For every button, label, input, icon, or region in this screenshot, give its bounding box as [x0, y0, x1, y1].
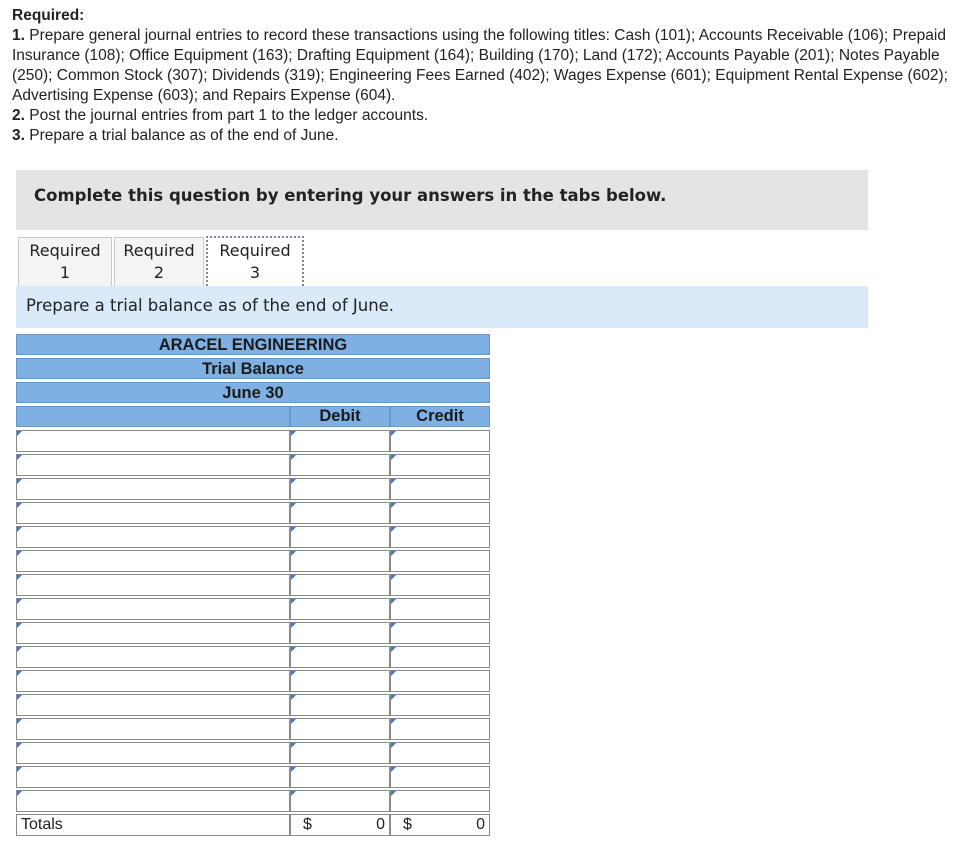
- account-input-cell: [16, 790, 290, 812]
- account-input[interactable]: [17, 695, 289, 715]
- statement-title: Trial Balance: [16, 358, 490, 379]
- credit-input-cell: [390, 742, 490, 764]
- banner-text: Complete this question by entering your answers in the tabs below.: [34, 186, 667, 205]
- credit-input[interactable]: [391, 743, 489, 763]
- credit-input[interactable]: [391, 479, 489, 499]
- instructions-banner: [16, 170, 868, 230]
- statement-date: June 30: [16, 382, 490, 403]
- credit-input-cell: [390, 790, 490, 812]
- requirement-1: 1. Prepare general journal entries to record these transactions using the following titles: Cash (101); Accounts Receivable (106); Prepaid Insurance (108); Office Equipment (163); Drafting Equipment (164); Building (170); Land (172); Accounts Payable (201); Notes Payable (250); Common Stock (307); Dividends (319); Engineering Fees Earned (402); Wages Expense (601); Equipment Rental Expense (602); Advertising Expense (603); and Repairs Expense (604).: [12, 27, 948, 104]
- credit-input-cell: [390, 430, 490, 452]
- credit-input[interactable]: [391, 767, 489, 787]
- account-input[interactable]: [17, 551, 289, 571]
- debit-input-cell: [290, 550, 390, 572]
- account-input-cell: [16, 454, 290, 476]
- credit-input[interactable]: [391, 695, 489, 715]
- credit-input[interactable]: [391, 455, 489, 475]
- debit-input-cell: [290, 454, 390, 476]
- credit-input-cell: [390, 622, 490, 644]
- debit-input-cell: [290, 694, 390, 716]
- debit-input-cell: [290, 718, 390, 740]
- debit-input-cell: [290, 646, 390, 668]
- credit-total-currency: $: [403, 816, 412, 833]
- totals-label: Totals: [16, 814, 290, 836]
- credit-input[interactable]: [391, 503, 489, 523]
- debit-input[interactable]: [291, 767, 389, 787]
- credit-input-cell: [390, 526, 490, 548]
- table-row: [16, 742, 490, 764]
- account-input[interactable]: [17, 455, 289, 475]
- table-row: [16, 622, 490, 644]
- credit-input-cell: [390, 646, 490, 668]
- credit-input[interactable]: [391, 599, 489, 619]
- debit-column-header: Debit: [290, 406, 390, 427]
- debit-input-cell: [290, 574, 390, 596]
- credit-column-header: Credit: [390, 406, 490, 427]
- table-row: [16, 694, 490, 716]
- table-row: [16, 718, 490, 740]
- account-input[interactable]: [17, 503, 289, 523]
- debit-input-cell: [290, 526, 390, 548]
- credit-input-cell: [390, 550, 490, 572]
- credit-input-cell: [390, 478, 490, 500]
- instruction-text: Prepare a trial balance as of the end of June.: [26, 296, 395, 315]
- company-name: ARACEL ENGINEERING: [16, 334, 490, 355]
- tab-required-2[interactable]: Required 2: [114, 237, 204, 287]
- debit-input-cell: [290, 766, 390, 788]
- debit-input-cell: [290, 502, 390, 524]
- table-row: [16, 598, 490, 620]
- account-input[interactable]: [17, 527, 289, 547]
- debit-input[interactable]: [291, 527, 389, 547]
- debit-input-cell: [290, 790, 390, 812]
- requirements-heading: Required:: [12, 7, 85, 24]
- table-row: [16, 430, 490, 452]
- credit-input[interactable]: [391, 551, 489, 571]
- table-row: [16, 646, 490, 668]
- account-input[interactable]: [17, 599, 289, 619]
- debit-input[interactable]: [291, 599, 389, 619]
- requirement-2: 2. Post the journal entries from part 1 to the ledger accounts.: [12, 107, 429, 124]
- table-row: [16, 574, 490, 596]
- credit-input-cell: [390, 718, 490, 740]
- account-input[interactable]: [17, 743, 289, 763]
- account-input-cell: [16, 694, 290, 716]
- credit-input[interactable]: [391, 575, 489, 595]
- account-input-cell: [16, 430, 290, 452]
- credit-total: [390, 814, 490, 836]
- account-input-cell: [16, 478, 290, 500]
- table-row: [16, 670, 490, 692]
- credit-input[interactable]: [391, 623, 489, 643]
- account-input[interactable]: [17, 575, 289, 595]
- debit-total-currency: $: [303, 816, 312, 833]
- debit-input[interactable]: [291, 551, 389, 571]
- table-row: [16, 526, 490, 548]
- credit-input-cell: [390, 454, 490, 476]
- debit-input[interactable]: [291, 695, 389, 715]
- credit-input[interactable]: [391, 527, 489, 547]
- account-input[interactable]: [17, 479, 289, 499]
- account-input-cell: [16, 550, 290, 572]
- debit-input[interactable]: [291, 503, 389, 523]
- credit-input[interactable]: [391, 431, 489, 451]
- totals-row: [16, 814, 490, 836]
- account-input-cell: [16, 766, 290, 788]
- table-row: [16, 478, 490, 500]
- tab-required-3[interactable]: Required 3: [206, 236, 304, 290]
- credit-input-cell: [390, 502, 490, 524]
- account-input-cell: [16, 646, 290, 668]
- account-input-cell: [16, 526, 290, 548]
- account-input[interactable]: [17, 431, 289, 451]
- debit-input[interactable]: [291, 479, 389, 499]
- table-row: [16, 550, 490, 572]
- debit-input[interactable]: [291, 719, 389, 739]
- table-row: [16, 454, 490, 476]
- debit-input[interactable]: [291, 623, 389, 643]
- account-input[interactable]: [17, 791, 289, 811]
- requirement-3: 3. Prepare a trial balance as of the end of June.: [12, 127, 339, 144]
- account-input[interactable]: [17, 671, 289, 691]
- debit-input[interactable]: [291, 455, 389, 475]
- account-input[interactable]: [17, 623, 289, 643]
- account-input-cell: [16, 574, 290, 596]
- requirements-block: [12, 6, 956, 146]
- debit-input[interactable]: [291, 575, 389, 595]
- account-column-header: [16, 406, 290, 427]
- debit-input-cell: [290, 670, 390, 692]
- account-input[interactable]: [17, 767, 289, 787]
- account-input-cell: [16, 742, 290, 764]
- debit-input-cell: [290, 598, 390, 620]
- credit-input-cell: [390, 694, 490, 716]
- tab-required-1[interactable]: Required 1: [18, 237, 112, 287]
- debit-input-cell: [290, 742, 390, 764]
- account-input[interactable]: [17, 647, 289, 667]
- account-input-cell: [16, 622, 290, 644]
- table-row: [16, 766, 490, 788]
- credit-input-cell: [390, 574, 490, 596]
- account-input-cell: [16, 598, 290, 620]
- account-input-cell: [16, 670, 290, 692]
- credit-input[interactable]: [391, 719, 489, 739]
- debit-total: [290, 814, 390, 836]
- debit-input[interactable]: [291, 671, 389, 691]
- debit-input[interactable]: [291, 431, 389, 451]
- credit-input-cell: [390, 670, 490, 692]
- credit-input[interactable]: [391, 671, 489, 691]
- credit-total-value: 0: [476, 816, 485, 833]
- debit-input-cell: [290, 622, 390, 644]
- debit-input[interactable]: [291, 791, 389, 811]
- credit-input-cell: [390, 598, 490, 620]
- account-input-cell: [16, 718, 290, 740]
- debit-input[interactable]: [291, 743, 389, 763]
- credit-input[interactable]: [391, 647, 489, 667]
- table-row: [16, 790, 490, 812]
- debit-input-cell: [290, 430, 390, 452]
- tab-instruction: [16, 286, 868, 328]
- table-row: [16, 502, 490, 524]
- debit-input-cell: [290, 478, 390, 500]
- debit-total-value: 0: [376, 816, 385, 833]
- account-input-cell: [16, 502, 290, 524]
- account-input[interactable]: [17, 719, 289, 739]
- credit-input-cell: [390, 766, 490, 788]
- debit-input[interactable]: [291, 647, 389, 667]
- credit-input[interactable]: [391, 791, 489, 811]
